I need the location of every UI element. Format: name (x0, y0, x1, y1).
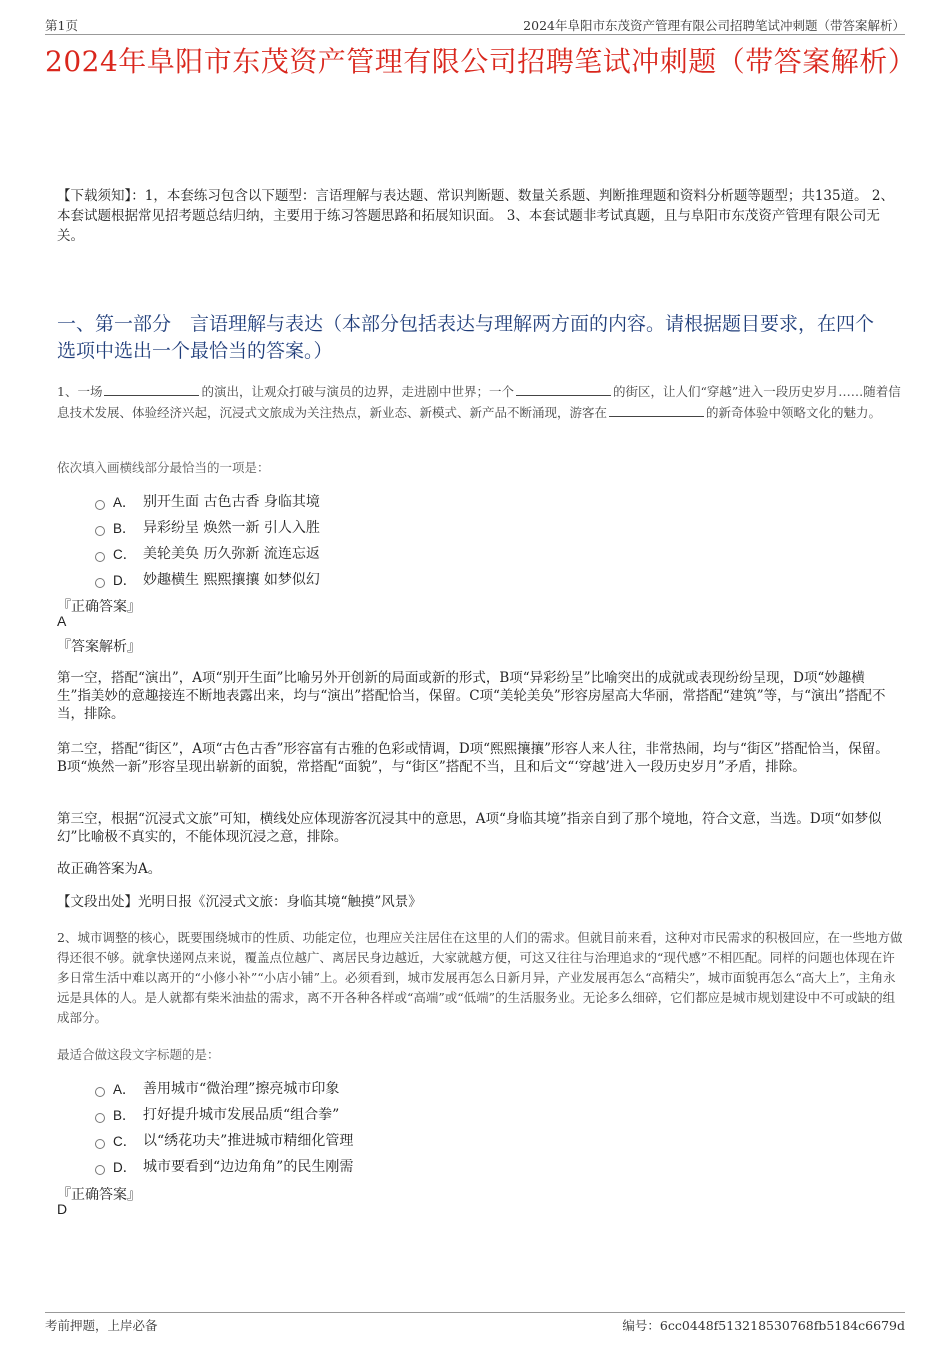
radio-icon[interactable] (95, 1139, 105, 1149)
option-b[interactable]: B． 异彩纷呈 焕然一新 引人入胜 (95, 514, 320, 540)
radio-icon[interactable] (95, 1087, 105, 1097)
correct-answer-label: 『正确答案』 (57, 599, 141, 615)
analysis-paragraph-1: 第一空，搭配“演出”，A项“别开生面”比喻另外开创新的局面或新的形式，B项“异彩纷呈”比喻突出的成就或表现纷纷呈现，D项“妙趣横生”指美妙的意趣接连不断地表露出来，均与“演出”搭配恰当，保留。C项“美轮美奂”形容房屋高大华丽，常搭配“建筑”等，与“演出”搭配不当，排除。 (57, 670, 886, 722)
document-title: 2024年阜阳市东茂资产管理有限公司招聘笔试冲刺题（带答案解析） (45, 45, 917, 78)
option-a[interactable]: A． 别开生面 古色古香 身临其境 (95, 488, 320, 514)
radio-icon[interactable] (95, 552, 105, 562)
download-notice: 【下载须知】：1，本套练习包含以下题型：言语理解与表达题、常识判断题、数量关系题、判断推理题和资料分析题等题型；共135道。 2、本套试题根据常见招考题总结归纳，主要用于练习答题思路和拓展知识面。 3、本套试题非考试真题，且与阜阳市东茂资产管理有限公司无关。 (57, 188, 894, 244)
analysis-paragraph-2: 第二空，搭配“街区”，A项“古色古香”形容富有古雅的色彩或情调，D项“熙熙攘攘”形容人来人往，非常热闹，均与“街区”搭配恰当，保留。B项“焕然一新”形容呈现出崭新的面貌，常搭配“面貌”，与“街区”搭配不当，且和后文“‘穿越’进入一段历史岁月”矛盾，排除。 (57, 741, 889, 775)
question-1-prompt: 依次填入画横线部分最恰当的一项是： (57, 460, 270, 475)
question-1-text: 1、一场 的演出，让观众打破与演员的边界，走进剧中世界；一个 的街区，让人们“穿越”进入一段历史岁月……随着信息技术发展、体验经济兴起，沉浸式文旅成为关注热点，新业态、新模式、新产品不断涌现，游客在 的新奇体验中领略文化的魅力。 (57, 384, 901, 420)
question-2-prompt: 最适合做这段文字标题的是： (57, 1047, 220, 1062)
analysis-label: 『答案解析』 (57, 639, 141, 655)
correct-answer-label: 『正确答案』 (57, 1187, 141, 1203)
question-2-options (95, 1075, 353, 1179)
page-footer (45, 1312, 905, 1333)
header-doc-title: 2024年阜阳市东茂资产管理有限公司招聘笔试冲刺题（带答案解析） (523, 18, 905, 33)
option-d[interactable]: D． 妙趣横生 熙熙攘攘 如梦似幻 (95, 566, 320, 592)
analysis-paragraph-3: 第三空，根据“沉浸式文旅”可知，横线处应体现游客沉浸其中的意思，A项“身临其境”指亲自到了那个境地，符合文意，当选。D项“如梦似幻”比喻极不真实的，不能体现沉浸之意，排除。 (57, 811, 882, 845)
radio-icon[interactable] (95, 1165, 105, 1175)
radio-icon[interactable] (95, 578, 105, 588)
blank-line (104, 383, 199, 396)
option-c[interactable]: C． 美轮美奂 历久弥新 流连忘返 (95, 540, 320, 566)
option-d[interactable]: D． 城市要看到“边边角角”的民生刚需 (95, 1153, 353, 1179)
footer-slogan: 考前押题，上岸必备 (45, 1318, 158, 1333)
footer-serial: 编号：6cc0448f513218530768fb5184c6679d (622, 1318, 905, 1333)
option-a[interactable]: A． 善用城市“微治理”擦亮城市印象 (95, 1075, 353, 1101)
option-c[interactable]: C． 以“绣花功夫”推进城市精细化管理 (95, 1127, 353, 1153)
page-number: 第1页 (45, 18, 78, 33)
radio-icon[interactable] (95, 1113, 105, 1123)
correct-answer: D (57, 1201, 68, 1217)
radio-icon[interactable] (95, 526, 105, 536)
option-b[interactable]: B． 打好提升城市发展品质“组合拳” (95, 1101, 353, 1127)
blank-line (516, 383, 611, 396)
question-1-options (95, 488, 320, 592)
correct-answer: A (57, 613, 67, 629)
source-citation: 【文段出处】光明日报《沉浸式文旅：身临其境“触摸”风景》 (57, 894, 422, 910)
radio-icon[interactable] (95, 500, 105, 510)
section-heading: 一、第一部分 言语理解与表达（本部分包括表达与理解两方面的内容。请根据题目要求，在四个选项中选出一个最恰当的答案。） (57, 313, 875, 362)
analysis-conclusion: 故正确答案为A。 (57, 861, 162, 877)
blank-line (609, 404, 704, 417)
question-2-text: 2、城市调整的核心，既要围绕城市的性质、功能定位，也理应关注居住在这里的人们的需求。但就目前来看，这种对市民需求的积极回应，在一些地方做得还很不够。就拿快递网点来说，覆盖点位越广、离居民身边越近，大家就越方便，可这又往往与治理追求的“现代感”不相匹配。同样的问题也体现在许多日常生活中难以离开的“小修小补”“小店小铺”上。必须看到，城市发展再怎么日新月异，产业发展再怎么“高精尖”，城市面貌再怎么“高大上”，主角永远是具体的人。是人就都有柴米油盐的需求，离不开各种各样或“高端”或“低端”的生活服务业。无论多么细碎，它们都应是城市规划建设中不可或缺的组成部分。 (57, 930, 903, 1025)
page-header (45, 14, 905, 35)
